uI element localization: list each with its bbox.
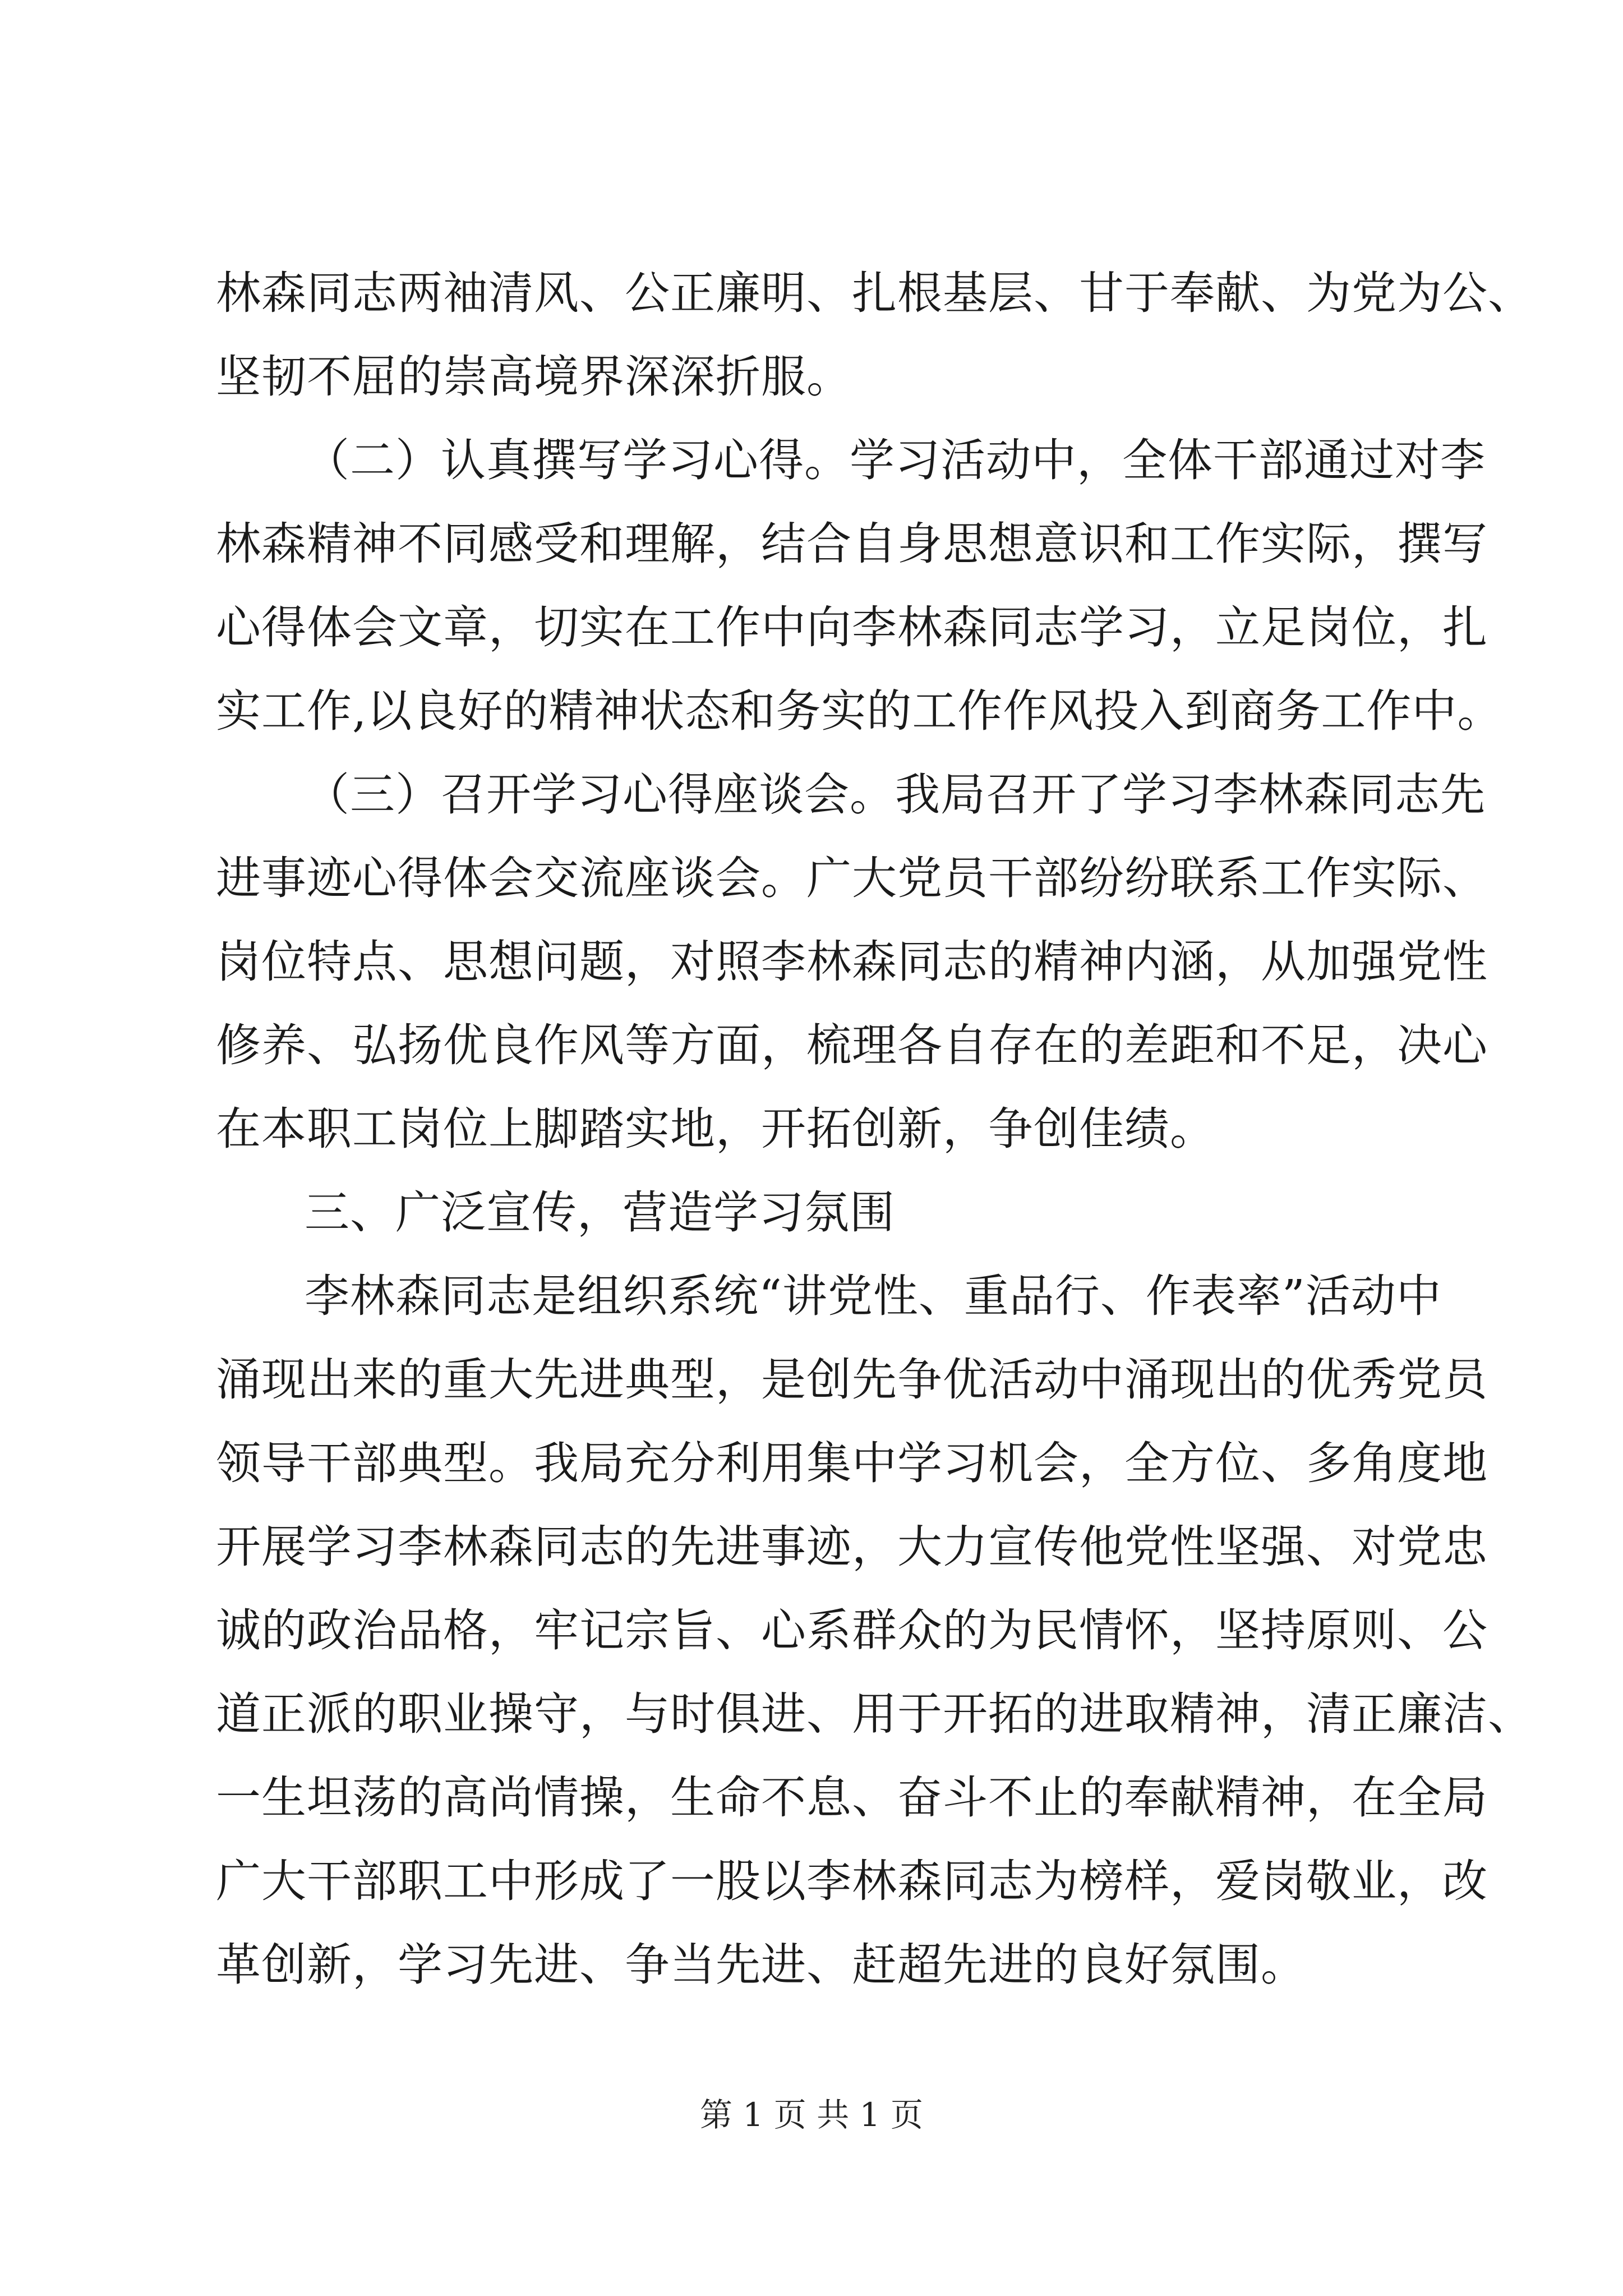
text-line: 革创新，学习先进、争当先进、赶超先进的良好氛围。 [216,1939,1306,1991]
text-line: 诚的政治品格，牢记宗旨、心系群众的为民情怀，坚持原则、公 [216,1604,1488,1657]
text-line: 坚韧不屈的崇高境界深深折服。 [216,351,852,403]
text-line: 林森精神不同感受和理解，结合自身思想意识和工作实际，撰写 [216,518,1488,570]
text-line: 领导干部典型。我局充分利用集中学习机会，全方位、多角度地 [216,1437,1488,1489]
page-footer: 第 1 页 共 1 页 [700,2096,923,2134]
document-body [216,251,1533,2007]
section-heading: 三、广泛宣传，营造学习氛围 [305,1186,895,1239]
text-line: 进事迹心得体会交流座谈会。广大党员干部纷纷联系工作实际、 [216,852,1488,904]
text-line: 广大干部职工中形成了一股以李林森同志为榜样，爱岗敬业，改 [216,1855,1488,1907]
text-line: 涌现出来的重大先进典型，是创先争优活动中涌现出的优秀党员 [216,1354,1488,1406]
text-line: 一生坦荡的高尚情操，生命不息、奋斗不止的奉献精神，在全局 [216,1772,1488,1824]
text-line: 在本职工岗位上脚踏实地，开拓创新，争创佳绩。 [216,1103,1215,1155]
text-line: 心得体会文章，切实在工作中向李林森同志学习，立足岗位，扎 [216,601,1488,654]
text-line: 开展学习李林森同志的先进事迹，大力宣传他党性坚强、对党忠 [216,1521,1488,1573]
text-line: 道正派的职业操守，与时俱进、用于开拓的进取精神，清正廉洁、 [216,1688,1533,1740]
text-line: 岗位特点、思想问题，对照李林森同志的精神内涵，从加强党性 [216,936,1488,988]
text-line: 实工作,以良好的精神状态和务实的工作作风投入到商务工作中。 [216,685,1503,737]
paragraph-heading-3: （三）召开学习心得座谈会。我局召开了学习李林森同志先 [305,769,1486,821]
text-line: 修养、弘扬优良作风等方面，梳理各自存在的差距和不足，决心 [216,1019,1488,1071]
paragraph-heading-2: （二）认真撰写学习心得。学习活动中，全体干部通过对李 [305,434,1486,486]
text-line: 李林森同志是组织系统“讲党性、重品行、作表率”活动中 [305,1270,1442,1322]
text-line: 林森同志两袖清风、公正廉明、扎根基层、甘于奉献、为党为公、 [216,267,1533,319]
